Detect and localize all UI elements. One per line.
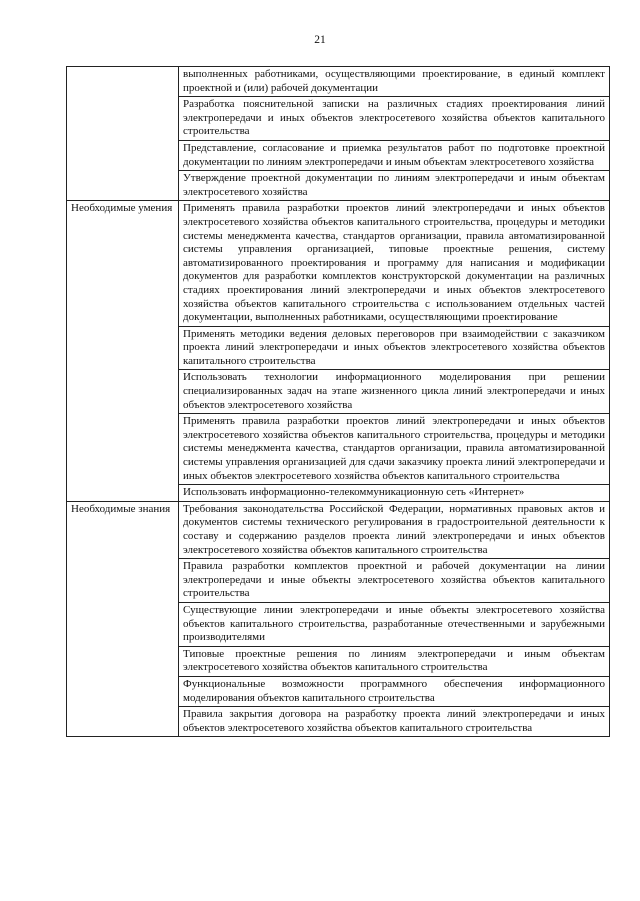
table-cell: Утверждение проектной документации по линиям электропередачи и иным объектам электросетевого хозяйства — [179, 171, 610, 201]
skill-item: Применять методики ведения деловых переговоров при взаимодействии с заказчиком проекта линий электропередачи и иных объектов электросетевого хозяйства объектов капитального строительства — [179, 326, 610, 370]
knowledge-item: Существующие линии электропередачи и иные объекты электросетевого хозяйства объектов капитального строительства, разработанные отечественными и зарубежными производителями — [179, 602, 610, 646]
table-row — [67, 67, 610, 97]
requirements-table-body — [67, 67, 610, 737]
table-cell: Представление, согласование и приемка результатов работ по подготовке проектной документации по линиям электропередачи и иным объектам электросетевого хозяйства — [179, 140, 610, 170]
knowledge-item: Правила разработки комплектов проектной и рабочей документации на линии электропередачи и иные объекты электросетевого хозяйства объектов капитального строительства — [179, 559, 610, 603]
knowledge-item: Типовые проектные решения по линиям электропередачи и иным объектам электросетевого хозяйства объектов капитального строительства — [179, 646, 610, 676]
table-cell: Разработка пояснительной записки на различных стадиях проектирования линий электропередачи и иных объектов электросетевого хозяйства объектов капитального строительства — [179, 97, 610, 141]
knowledge-item: Функциональные возможности программного обеспечения информационного моделирования объектов капитального строительства — [179, 676, 610, 706]
table-row — [67, 201, 610, 326]
table-cell: выполненных работниками, осуществляющими проектирование, в единый комплект проектной и (или) рабочей документации — [179, 67, 610, 97]
table-row — [67, 501, 610, 558]
requirements-table — [66, 66, 610, 737]
knowledge-item: Требования законодательства Российской Федерации, нормативных правовых актов и документов системы технического регулирования в градостроительной деятельности к составу и содержанию разделов проекта линий электропередачи и иных объектов электросетевого хозяйства объектов капитального строительства — [179, 501, 610, 558]
knowledge-item: Правила закрытия договора на разработку проекта линий электропередачи и иных объектов электросетевого хозяйства объектов капитального строительства — [179, 707, 610, 737]
knowledge-label: Необходимые знания — [67, 501, 179, 737]
empty-label-cell — [67, 67, 179, 201]
skills-label: Необходимые умения — [67, 201, 179, 501]
skill-item: Использовать технологии информационного моделирования при решении специализированных задач на этапе жизненного цикла линий электропередачи и иных объектов электросетевого хозяйства — [179, 370, 610, 414]
page-number: 21 — [314, 34, 326, 46]
skill-item: Применять правила разработки проектов линий электропередачи и иных объектов электросетевого хозяйства объектов капитального строительства, процедуры и методики системы менеджмента качества, стандартов организации, правила автоматизированной системы управления организацией, типовые проектные решения, систему автоматизированного проектирования и программу для написания и модификации документов для разработки комплектов конструкторской документации на различных стадиях проектирования линий электропередачи и иных объектов электросетевого хозяйства объектов капитального строительства с использованием отдельных частей документации, выполненных работниками, осуществляющими проектирование — [179, 201, 610, 326]
skill-item: Использовать информационно-телекоммуникационную сеть «Интернет» — [179, 485, 610, 502]
skill-item: Применять правила разработки проектов линий электропередачи и иных объектов электросетевого хозяйства объектов капитального строительства, процедуры и методики системы менеджмента качества, стандартов организации, правила автоматизированной системы управления организацией для сдачи заказчику проекта линий электропередачи и иных объектов электросетевого хозяйства объектов капитального строительства — [179, 414, 610, 485]
